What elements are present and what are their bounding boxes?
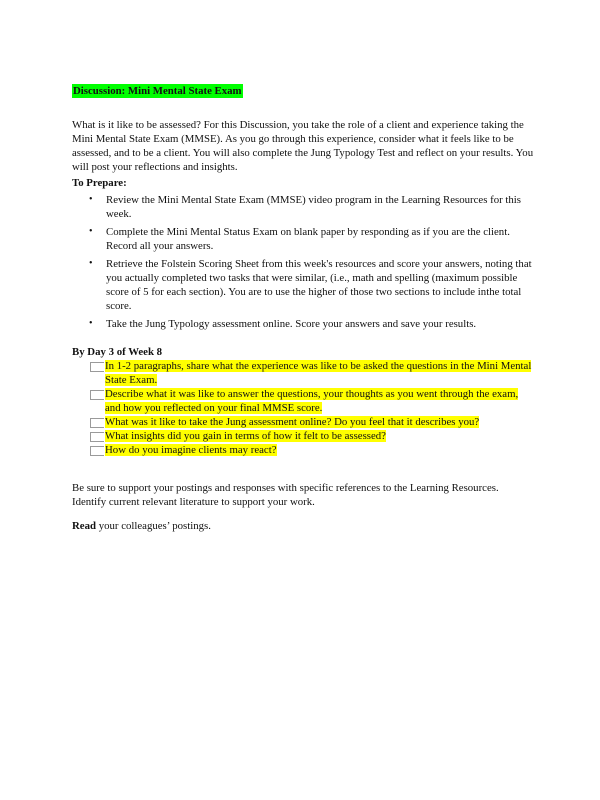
task-checkbox-icon	[90, 446, 104, 456]
prepare-item-text: Complete the Mini Mental Status Exam on blank paper by responding as if you are the client. Record all your answers.	[106, 226, 510, 252]
to-prepare-heading: To Prepare:	[72, 177, 127, 189]
read-bold-label: Read	[72, 520, 96, 532]
prepare-list	[72, 193, 534, 331]
prepare-item-text: Retrieve the Folstein Scoring Sheet from this week's resources and score your answers, noting that you actually completed two tasks that were similar, (i.e., math and spelling (maximum possible score of 5 for each section). You are to use the higher of those two sections to include inthe total score.	[106, 258, 532, 312]
document-page	[72, 84, 534, 533]
prepare-item	[72, 193, 534, 221]
task-item	[72, 359, 534, 387]
task-item	[72, 443, 534, 457]
prepare-item-text: Review the Mini Mental State Exam (MMSE) video program in the Learning Resources for this week.	[106, 194, 521, 220]
read-rest-text: your colleagues’ postings.	[96, 520, 211, 532]
prepare-item	[72, 225, 534, 253]
bullet-icon: •	[89, 194, 93, 205]
task-item-text: Describe what it was like to answer the questions, your thoughts as you went through the exam, and how you reflected on your final MMSE score.	[105, 388, 519, 414]
task-checkbox-icon	[90, 362, 104, 372]
intro-paragraph: What is it like to be assessed? For this Discussion, you take the role of a client and experience taking the Mini Mental State Exam (MMSE). As you go through this experience, consider what it feels like to be assessed, and to be a client. You will also complete the Jung Typology Test and reflect on your results. You will post your reflections and insights.	[72, 119, 534, 173]
task-item	[72, 415, 534, 429]
by-day-heading: By Day 3 of Week 8	[72, 346, 163, 358]
task-item-text: How do you imagine clients may react?	[105, 444, 277, 456]
discussion-title: Discussion: Mini Mental State Exam	[73, 85, 242, 97]
bullet-icon: •	[89, 226, 93, 237]
task-item-text: What insights did you gain in terms of how it felt to be assessed?	[105, 430, 386, 442]
task-item	[72, 429, 534, 443]
bullet-icon: •	[89, 318, 93, 329]
prepare-item	[72, 317, 534, 331]
task-list	[72, 359, 534, 457]
task-item-text: What was it like to take the Jung assessment online? Do you feel that it describes you?	[105, 416, 480, 428]
task-item	[72, 387, 534, 415]
read-instruction	[72, 519, 534, 533]
prepare-item	[72, 257, 534, 313]
task-item-text: In 1-2 paragraphs, share what the experience was like to be asked the questions in the Mini Mental State Exam.	[105, 360, 532, 386]
prepare-item-text: Take the Jung Typology assessment online. Score your answers and save your results.	[106, 318, 477, 330]
task-checkbox-icon	[90, 418, 104, 428]
task-checkbox-icon	[90, 432, 104, 442]
closing-paragraph: Be sure to support your postings and responses with specific references to the Learning Resources. Identify current relevant literature to support your work.	[72, 482, 499, 508]
bullet-icon: •	[89, 258, 93, 269]
task-checkbox-icon	[90, 390, 104, 400]
